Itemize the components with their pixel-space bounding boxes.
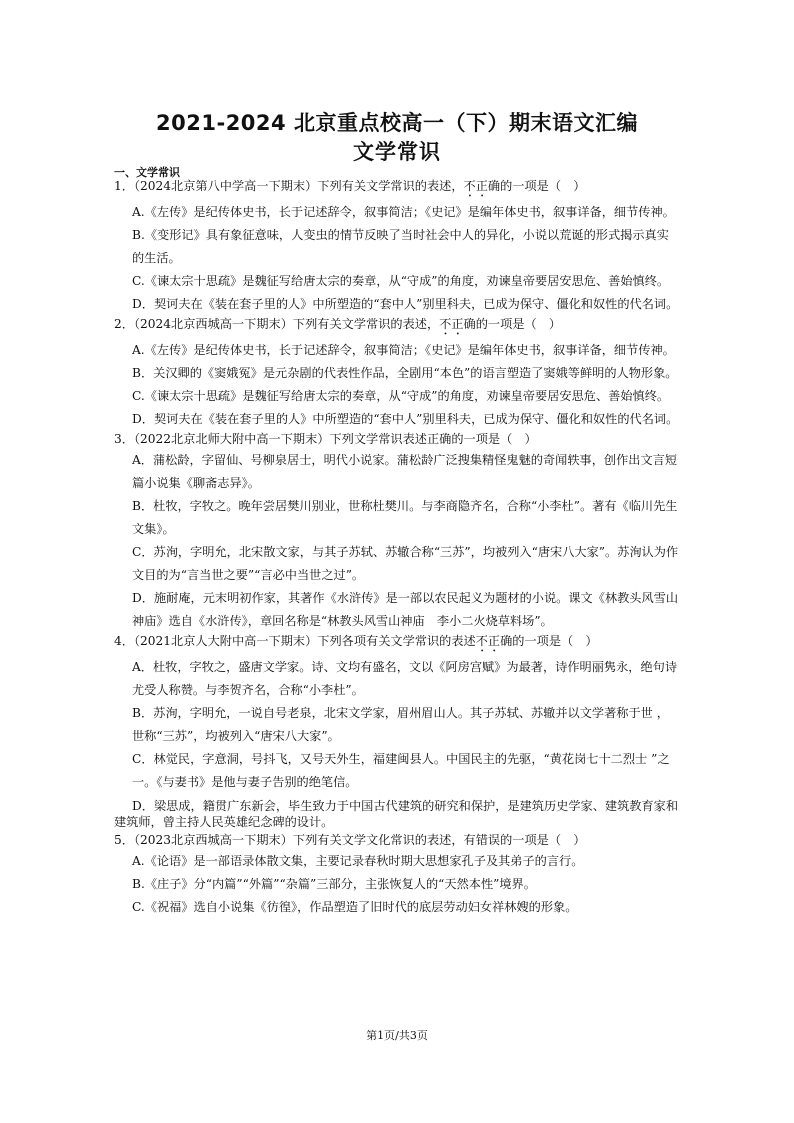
question-5-stem: 5．（2023北京西城高一下期末）下列有关文学文化常识的表述，有错误的一项是（ ）: [114, 833, 586, 847]
question-2-emphasis: 不正: [439, 317, 464, 331]
question-1-stem-pre: 1．（2024北京第八中学高一下期末）下列有关文学常识的表述，: [114, 179, 464, 193]
question-5-option-c: C.《祝福》选自小说集《彷徨》，作品塑造了旧时代的底层劳动妇女祥林嫂的形象。: [132, 900, 578, 914]
question-1-stem-post: 确的一项是（ ）: [487, 179, 586, 193]
question-2-option-c: C.《谏太宗十思疏》是魏征写给唐太宗的奏章，从“守成”的角度，劝谏皇帝要居安思危、善始慎终。: [132, 389, 670, 403]
question-list: [114, 178, 680, 919]
question-4-emphasis: 不正: [475, 634, 501, 648]
document-title: 2021-2024 北京重点校高一（下）期末语文汇编: [156, 111, 638, 135]
question-1-option-d: D．契诃夫在《装在套子里的人》中所塑造的“套中人”别里科夫，已成为保守、僵化和奴性的代名词。: [132, 297, 679, 311]
question-3-option-a: A．蒲松龄，字留仙、号柳泉居士，明代小说家。蒲松龄广泛搜集精怪鬼魅的奇闻轶事，创作出文言短篇小说集《聊斋志异》。: [132, 453, 678, 490]
question-2-option-b: B．关汉卿的《窦娥冤》是元杂剧的代表性作品，全剧用“本色”的语言塑造了窦娥等鲜明的人物形象。: [132, 366, 678, 380]
document-subtitle: 文学常识: [353, 140, 441, 164]
section-heading: 一、文学常识: [114, 166, 180, 179]
question-5-option-a: A.《论语》是一部语录体散文集，主要记录春秋时期大思想家孔子及其弟子的言行。: [132, 854, 584, 868]
question-4-option-b: B．苏洵，字明允，一说自号老泉，北宋文学家，眉州眉山人。其子苏轼、苏辙并以文学著称于世 ，世称“三苏”，均被列入“唐宋八大家”。: [132, 706, 669, 743]
question-4-stem: [114, 633, 680, 655]
question-1-emphasis: 不正: [463, 179, 488, 193]
question-1-option-c: C.《谏太宗十思疏》是魏征写给唐太宗的奏章，从“守成”的角度，劝谏皇帝要居安思危、善始慎终。: [132, 274, 670, 288]
question-1-option-b: B.《变形记》具有象征意味，人变虫的情节反映了当时社会中人的异化，小说以荒诞的形式揭示真实的生活。: [132, 228, 669, 265]
question-2-stem-pre: 2．（2024北京西城高一下期末）下列有关文学常识的表述，: [114, 317, 440, 331]
question-3-option-d: D．施耐庵，元末明初作家，其著作《水浒传》是一部以农民起义为题材的小说。课文《林教头风雪山神庙》选自《水浒传》，章回名称是“林教头风雪山神庙 李小二火烧草料场”。: [132, 591, 679, 628]
question-2-option-d: D．契诃夫在《装在套子里的人》中所塑造的“套中人”别里科夫，已成为保守、僵化和奴性的代名词。: [132, 412, 679, 426]
question-4-option-d: D．梁思成，籍贯广东新会，毕生致力于中国古代建筑的研究和保护，是建筑历史学家、建筑教育家和建筑师，曾主持人民英雄纪念碑的设计。: [114, 799, 679, 829]
question-3-option-b: B．杜牧，字牧之。晚年尝居樊川别业，世称杜樊川。与李商隐齐名，合称“小李杜”。著有《临川先生文集》。: [132, 499, 678, 536]
question-3-option-c: C．苏洵，字明允，北宋散文家，与其子苏轼、苏辙合称“三苏”，均被列入“唐宋八大家”。苏洵认为作文目的为“言当世之要”“言必中当世之过”。: [132, 545, 679, 582]
question-1-option-a: A.《左传》是纪传体史书，长于记述辞令，叙事简洁；《史记》是编年体史书，叙事详备，细节传神。: [132, 205, 675, 219]
question-1-stem: [114, 178, 680, 200]
question-4-option-a: A．杜牧，字牧之，盛唐文学家。诗、文均有盛名，文以《阿房宫赋》为最著，诗作明丽隽永，绝句诗尤受人称赞。与李贺齐名，合称“小李杜”。: [132, 660, 678, 697]
question-4-stem-pre: 4．（2021北京人大附中高一下期末）下列各项有关文学常识的表述: [114, 634, 476, 648]
question-2-stem-post: 确的一项是（ ）: [463, 317, 562, 331]
question-2-stem: [114, 316, 680, 338]
question-2-option-a: A.《左传》是纪传体史书，长于记述辞令，叙事简洁；《史记》是编年体史书，叙事详备，细节传神。: [132, 343, 675, 357]
question-5-option-b: B.《庄子》分“内篇”“外篇”“杂篇”三部分，主张恢复人的“天然本性”境界。: [132, 877, 536, 891]
question-4-stem-post: 确的一项是（ ）: [500, 634, 598, 648]
question-3-stem: 3．（2022北京北师大附中高一下期末）下列文学常识表述正确的一项是（ ）: [114, 432, 537, 446]
question-4-option-c: C．林觉民，字意洞，号抖飞，又号天外生，福建闽县人。中国民主的先驱，“黄花岗七十二烈士 ”之一。《与妻书》是他与妻子告别的绝笔信。: [132, 752, 670, 789]
page-footer: 第1页/共3页: [366, 1029, 428, 1042]
